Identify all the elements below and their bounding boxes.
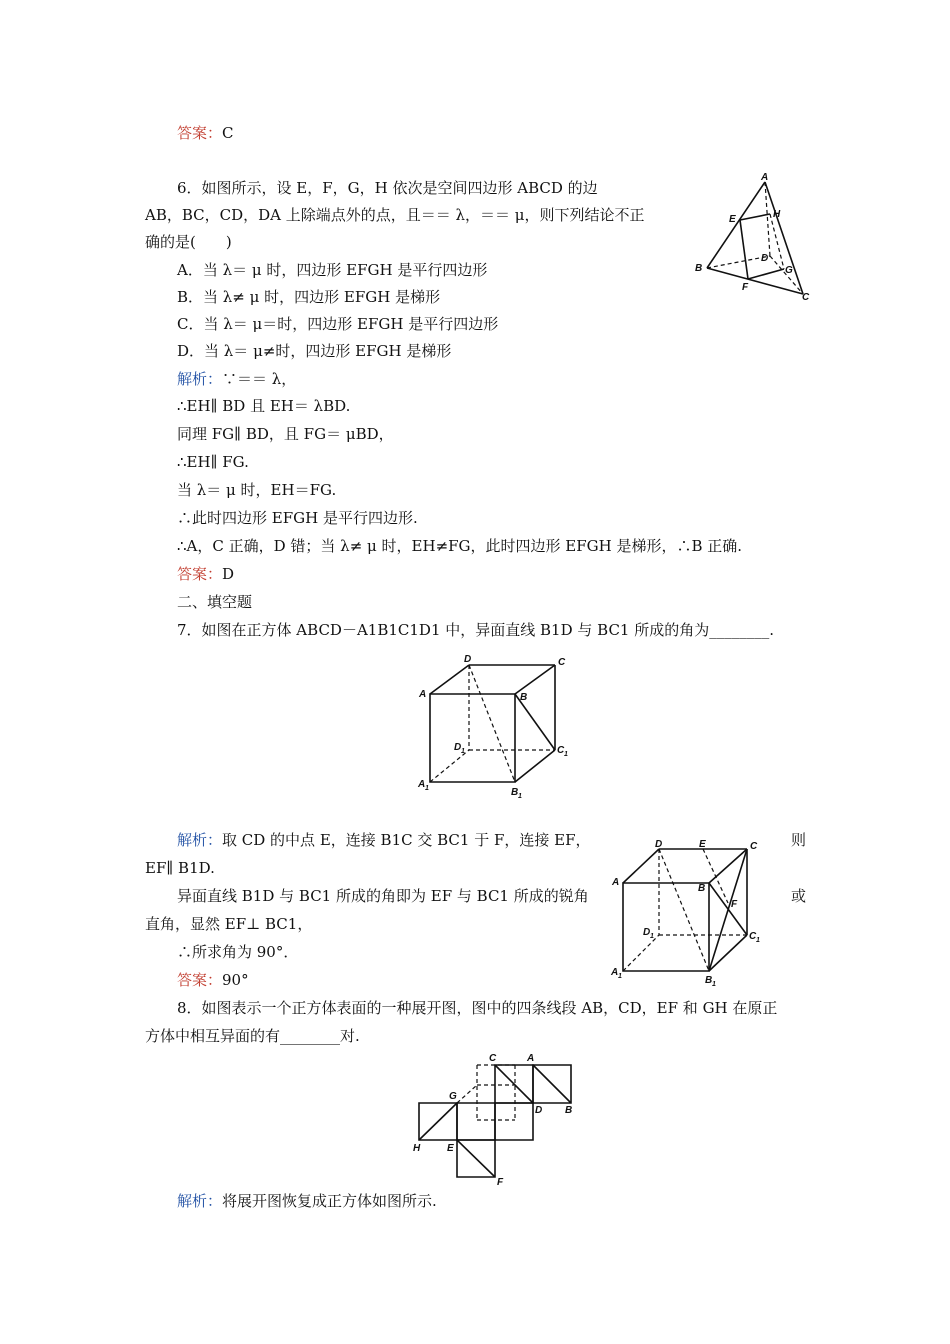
q8-stem-line1: 8．如图表示一个正方体表面的一种展开图，图中的四条线段 AB，CD，EF 和 GH 在原正 — [177, 999, 778, 1017]
answer-value: D — [222, 565, 235, 583]
label-c: C — [558, 657, 566, 668]
subscript: 1 — [461, 748, 465, 755]
q5-answer — [177, 123, 234, 143]
q7-analysis-line1 — [177, 830, 591, 850]
subscript: 1 — [425, 785, 429, 792]
section-title: 二、填空题 — [177, 593, 253, 611]
label-d: D — [535, 1105, 543, 1116]
q6-option-c: C．当 λ＝ μ＝时，四边形 EFGH 是平行四边形 — [177, 315, 499, 333]
q7-analysis-line3-end: 或 — [791, 887, 807, 905]
label-a: A — [761, 172, 769, 183]
label-b: B — [695, 263, 703, 274]
analysis-label: 解析： — [177, 370, 223, 388]
label-h: H — [773, 209, 781, 220]
label-e: E — [447, 1143, 454, 1154]
answer-value: C — [222, 124, 234, 142]
label-c1: C — [557, 745, 565, 756]
label-a: A — [612, 877, 620, 888]
q7-solution-cube-figure — [605, 835, 775, 988]
label-h: H — [413, 1143, 421, 1154]
label-b: B — [698, 883, 706, 894]
q6-analysis-line7: ∴A，C 正确，D 错；当 λ≠ μ 时，EH≠FG，此时四边形 EFGH 是梯形，∴B 正确. — [177, 537, 743, 555]
q7-cube-figure — [410, 650, 580, 800]
label-g: G — [785, 265, 793, 276]
label-c: C — [750, 841, 758, 852]
q6-option-b: B．当 λ≠ μ 时，四边形 EFGH 是梯形 — [177, 288, 441, 306]
label-d: D — [464, 654, 472, 665]
label-c: C — [802, 292, 810, 303]
label-g: G — [449, 1091, 457, 1102]
subscript: 1 — [756, 937, 760, 944]
q6-stem-line1: 6．如图所示，设 E，F，G，H 依次是空间四边形 ABCD 的边 — [177, 179, 598, 197]
label-c: C — [489, 1053, 497, 1064]
q6-stem-line3: 确的是( ) — [145, 233, 232, 251]
analysis-label: 解析： — [177, 1192, 223, 1210]
label-f: F — [731, 899, 738, 910]
q6-analysis-line3: 同理 FG∥ BD，且 FG＝ μBD， — [177, 425, 394, 443]
subscript: 1 — [618, 973, 622, 980]
label-f: F — [742, 282, 749, 293]
analysis-text: 取 CD 的中点 E，连接 B1C 交 BC1 于 F，连接 EF， — [222, 831, 591, 849]
label-e: E — [729, 214, 736, 225]
label-b1: B — [511, 787, 519, 798]
q6-option-a: A．当 λ＝ μ 时，四边形 EFGH 是平行四边形 — [177, 261, 488, 279]
subscript: 1 — [712, 981, 716, 988]
subscript: 1 — [564, 751, 568, 758]
label-a1: A — [418, 779, 426, 790]
q7-answer — [177, 970, 249, 990]
label-c1: C — [749, 931, 757, 942]
q6-analysis-line5: 当 λ＝ μ 时，EH＝FG. — [177, 481, 337, 499]
analysis-text: 将展开图恢复成正方体如图所示. — [222, 1192, 437, 1210]
q7-analysis-line2: EF∥ B1D. — [145, 859, 215, 877]
answer-label: 答案： — [177, 565, 223, 583]
label-d1: D — [643, 927, 651, 938]
label-d: D — [761, 253, 769, 264]
q6-analysis-line6: ∴此时四边形 EFGH 是平行四边形. — [177, 509, 418, 527]
answer-value: 90° — [222, 971, 249, 989]
q8-analysis — [177, 1191, 437, 1211]
label-a: A — [419, 689, 427, 700]
q8-cube-net-figure — [405, 1045, 585, 1190]
label-a1: A — [611, 967, 619, 978]
q6-stem-line2: AB，BC，CD，DA 上除端点外的点，且＝＝ λ，＝＝ μ，则下列结论不正 — [145, 206, 645, 224]
label-b: B — [520, 692, 528, 703]
label-e: E — [699, 839, 706, 850]
q8-stem-line2: 方体中相互异面的有________对. — [145, 1027, 360, 1045]
answer-label: 答案： — [177, 971, 223, 989]
q6-tetrahedron-figure — [690, 170, 820, 310]
label-a: A — [527, 1053, 535, 1064]
q6-analysis-line2: ∴EH∥ BD 且 EH＝ λBD. — [177, 397, 351, 415]
q7-analysis-line4: 直角，显然 EF⊥ BC1， — [145, 915, 313, 933]
label-b: B — [565, 1105, 573, 1116]
q6-option-d: D．当 λ＝ μ≠时，四边形 EFGH 是梯形 — [177, 342, 452, 360]
q7-analysis-line1-end: 则 — [791, 831, 807, 849]
subscript: 1 — [650, 933, 654, 940]
q6-analysis-line4: ∴EH∥ FG. — [177, 453, 249, 471]
label-d1: D — [454, 742, 462, 753]
label-b1: B — [705, 975, 713, 986]
q7-stem: 7．如图在正方体 ABCD－A1B1C1D1 中，异面直线 B1D 与 BC1 所成的角为________. — [177, 621, 775, 639]
subscript: 1 — [518, 793, 522, 800]
analysis-label: 解析： — [177, 831, 223, 849]
q7-analysis-line5: ∴所求角为 90°． — [177, 943, 299, 961]
q6-analysis-line1 — [177, 369, 296, 389]
q6-answer — [177, 564, 234, 584]
analysis-text: ∵＝＝ λ， — [222, 370, 297, 388]
label-f: F — [497, 1177, 504, 1188]
answer-label: 答案： — [177, 124, 223, 142]
label-d: D — [655, 839, 663, 850]
q7-analysis-line3: 异面直线 B1D 与 BC1 所成的角即为 EF 与 BC1 所成的锐角 — [177, 887, 589, 905]
